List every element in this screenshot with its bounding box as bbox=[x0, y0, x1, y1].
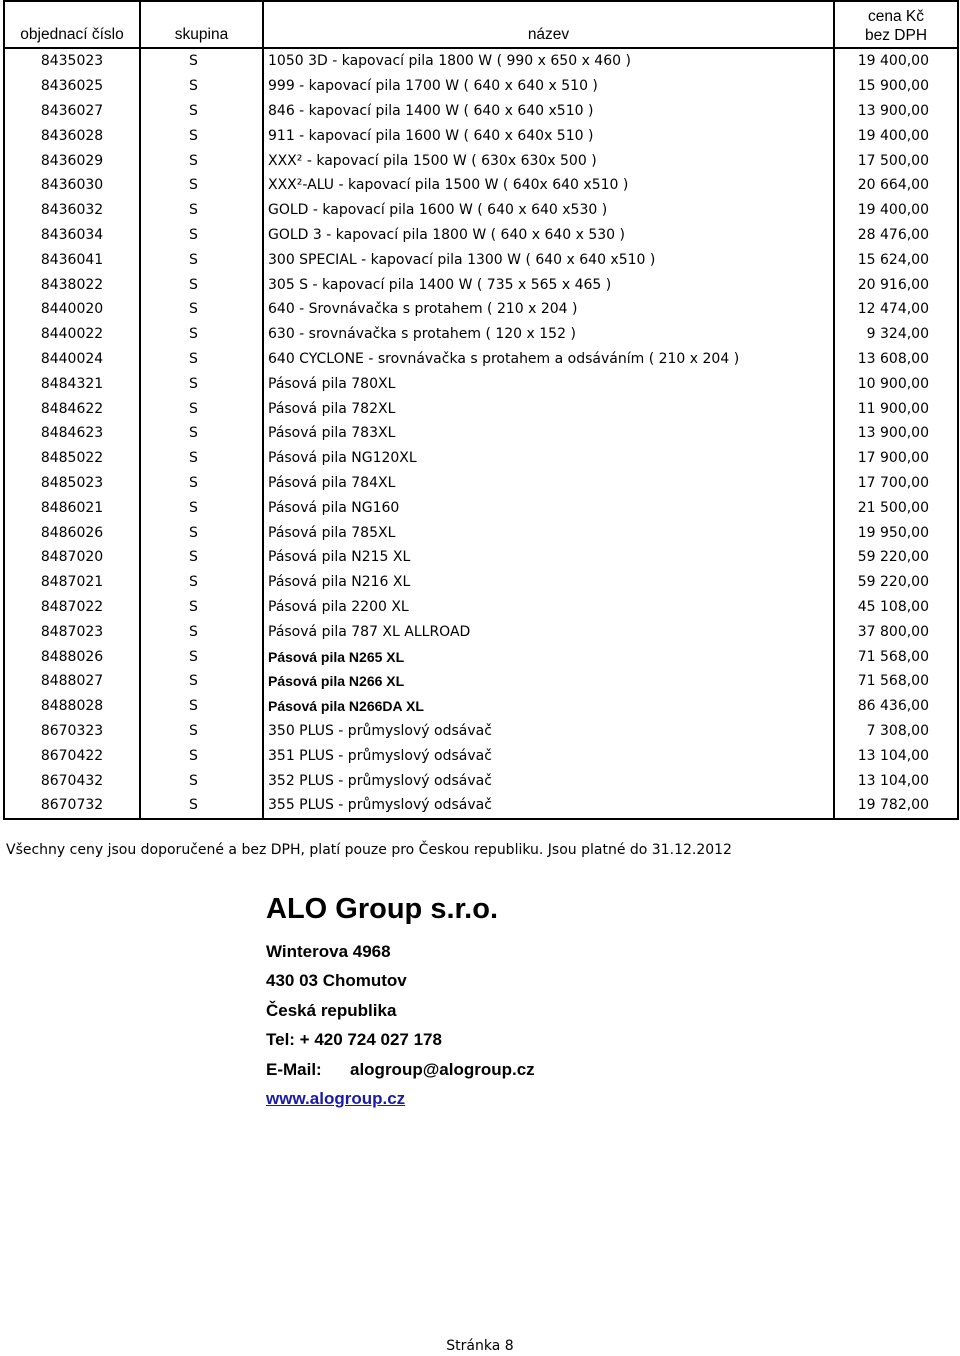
cell-price: 9 324,00 bbox=[834, 322, 958, 347]
cell-name: 305 S - kapovací pila 1400 W ( 735 x 565 x 465 ) bbox=[263, 272, 834, 297]
cell-code: 8486026 bbox=[4, 520, 140, 545]
table-row bbox=[4, 272, 958, 297]
cell-price: 15 624,00 bbox=[834, 247, 958, 272]
cell-price: 19 400,00 bbox=[834, 198, 958, 223]
table-row bbox=[4, 446, 958, 471]
cell-name: Pásová pila NG160 bbox=[263, 495, 834, 520]
cell-name: Pásová pila 782XL bbox=[263, 396, 834, 421]
header-price-line2: bez DPH bbox=[864, 27, 928, 44]
cell-group: S bbox=[140, 297, 263, 322]
cell-code: 8435023 bbox=[4, 48, 140, 74]
company-website-link[interactable]: www.alogroup.cz bbox=[266, 1089, 406, 1109]
cell-group: S bbox=[140, 545, 263, 570]
cell-price: 59 220,00 bbox=[834, 545, 958, 570]
cell-code: 8486021 bbox=[4, 495, 140, 520]
table-row bbox=[4, 743, 958, 768]
cell-name: 350 PLUS - průmyslový odsávač bbox=[263, 719, 834, 744]
cell-name: 911 - kapovací pila 1600 W ( 640 x 640x 510 ) bbox=[263, 123, 834, 148]
cell-group: S bbox=[140, 173, 263, 198]
price-table bbox=[3, 0, 959, 820]
cell-group: S bbox=[140, 74, 263, 99]
cell-group: S bbox=[140, 421, 263, 446]
cell-name: 300 SPECIAL - kapovací pila 1300 W ( 640 x 640 x510 ) bbox=[263, 247, 834, 272]
table-row bbox=[4, 694, 958, 719]
table-row bbox=[4, 173, 958, 198]
cell-price: 13 900,00 bbox=[834, 421, 958, 446]
table-row bbox=[4, 545, 958, 570]
cell-group: S bbox=[140, 644, 263, 669]
company-country: Česká republika bbox=[266, 1000, 397, 1020]
cell-code: 8440024 bbox=[4, 347, 140, 372]
cell-price: 45 108,00 bbox=[834, 595, 958, 620]
cell-price: 86 436,00 bbox=[834, 694, 958, 719]
cell-name: Pásová pila N265 XL bbox=[263, 644, 834, 669]
cell-group: S bbox=[140, 768, 263, 793]
cell-name: 351 PLUS - průmyslový odsávač bbox=[263, 743, 834, 768]
cell-price: 13 104,00 bbox=[834, 768, 958, 793]
company-web-row bbox=[266, 1084, 535, 1113]
cell-name: Pásová pila 785XL bbox=[263, 520, 834, 545]
cell-code: 8488027 bbox=[4, 669, 140, 694]
page-number: Stránka 8 bbox=[446, 1338, 514, 1354]
company-name: ALO Group s.r.o. bbox=[266, 893, 499, 925]
cell-code: 8484321 bbox=[4, 371, 140, 396]
cell-group: S bbox=[140, 148, 263, 173]
cell-code: 8670422 bbox=[4, 743, 140, 768]
cell-name: 352 PLUS - průmyslový odsávač bbox=[263, 768, 834, 793]
cell-name: 630 - srovnávačka s protahem ( 120 x 152 ) bbox=[263, 322, 834, 347]
cell-group: S bbox=[140, 322, 263, 347]
cell-code: 8487022 bbox=[4, 595, 140, 620]
cell-name: 1050 3D - kapovací pila 1800 W ( 990 x 650 x 460 ) bbox=[263, 48, 834, 74]
cell-code: 8436029 bbox=[4, 148, 140, 173]
cell-price: 13 104,00 bbox=[834, 743, 958, 768]
cell-code: 8436034 bbox=[4, 223, 140, 248]
cell-name: Pásová pila 783XL bbox=[263, 421, 834, 446]
table-row bbox=[4, 719, 958, 744]
cell-price: 13 900,00 bbox=[834, 99, 958, 124]
header-code: objednací číslo bbox=[4, 1, 140, 48]
cell-code: 8436025 bbox=[4, 74, 140, 99]
cell-code: 8670323 bbox=[4, 719, 140, 744]
cell-price: 15 900,00 bbox=[834, 74, 958, 99]
company-block bbox=[266, 892, 535, 1113]
table-row bbox=[4, 223, 958, 248]
cell-name: Pásová pila 2200 XL bbox=[263, 595, 834, 620]
cell-price: 20 916,00 bbox=[834, 272, 958, 297]
cell-group: S bbox=[140, 520, 263, 545]
cell-group: S bbox=[140, 396, 263, 421]
cell-code: 8436027 bbox=[4, 99, 140, 124]
cell-group: S bbox=[140, 570, 263, 595]
cell-code: 8484622 bbox=[4, 396, 140, 421]
cell-code: 8436030 bbox=[4, 173, 140, 198]
cell-price: 19 400,00 bbox=[834, 48, 958, 74]
cell-name: Pásová pila N216 XL bbox=[263, 570, 834, 595]
table-row bbox=[4, 793, 958, 819]
cell-group: S bbox=[140, 272, 263, 297]
cell-code: 8485022 bbox=[4, 446, 140, 471]
cell-price: 21 500,00 bbox=[834, 495, 958, 520]
table-row bbox=[4, 396, 958, 421]
cell-code: 8438022 bbox=[4, 272, 140, 297]
cell-code: 8488028 bbox=[4, 694, 140, 719]
cell-group: S bbox=[140, 198, 263, 223]
cell-name: 999 - kapovací pila 1700 W ( 640 x 640 x 510 ) bbox=[263, 74, 834, 99]
table-row bbox=[4, 347, 958, 372]
cell-group: S bbox=[140, 347, 263, 372]
header-group: skupina bbox=[140, 1, 263, 48]
cell-name: Pásová pila 784XL bbox=[263, 471, 834, 496]
cell-code: 8484623 bbox=[4, 421, 140, 446]
table-row bbox=[4, 421, 958, 446]
cell-name: 355 PLUS - průmyslový odsávač bbox=[263, 793, 834, 819]
cell-price: 17 500,00 bbox=[834, 148, 958, 173]
table-row bbox=[4, 123, 958, 148]
cell-price: 11 900,00 bbox=[834, 396, 958, 421]
table-row bbox=[4, 99, 958, 124]
table-row bbox=[4, 644, 958, 669]
company-email: alogroup@alogroup.cz bbox=[350, 1059, 535, 1079]
table-row bbox=[4, 495, 958, 520]
header-price bbox=[834, 1, 958, 48]
cell-name: Pásová pila NG120XL bbox=[263, 446, 834, 471]
table-row bbox=[4, 669, 958, 694]
cell-group: S bbox=[140, 247, 263, 272]
cell-code: 8487023 bbox=[4, 619, 140, 644]
cell-price: 13 608,00 bbox=[834, 347, 958, 372]
cell-name: Pásová pila 780XL bbox=[263, 371, 834, 396]
table-row bbox=[4, 768, 958, 793]
cell-name: GOLD 3 - kapovací pila 1800 W ( 640 x 640 x 530 ) bbox=[263, 223, 834, 248]
cell-code: 8436032 bbox=[4, 198, 140, 223]
cell-code: 8488026 bbox=[4, 644, 140, 669]
cell-price: 19 400,00 bbox=[834, 123, 958, 148]
table-row bbox=[4, 595, 958, 620]
cell-name: GOLD - kapovací pila 1600 W ( 640 x 640 x530 ) bbox=[263, 198, 834, 223]
cell-code: 8436041 bbox=[4, 247, 140, 272]
email-label: E-Mail: bbox=[266, 1059, 322, 1079]
cell-group: S bbox=[140, 619, 263, 644]
cell-name: XXX²-ALU - kapovací pila 1500 W ( 640x 640 x510 ) bbox=[263, 173, 834, 198]
cell-code: 8440022 bbox=[4, 322, 140, 347]
header-name: název bbox=[263, 1, 834, 48]
cell-name: Pásová pila N266DA XL bbox=[263, 694, 834, 719]
company-phone: Tel: + 420 724 027 178 bbox=[266, 1030, 442, 1050]
table-row bbox=[4, 520, 958, 545]
cell-price: 10 900,00 bbox=[834, 371, 958, 396]
cell-code: 8440020 bbox=[4, 297, 140, 322]
cell-group: S bbox=[140, 595, 263, 620]
cell-group: S bbox=[140, 743, 263, 768]
cell-code: 8670432 bbox=[4, 768, 140, 793]
cell-name: Pásová pila 787 XL ALLROAD bbox=[263, 619, 834, 644]
cell-code: 8436028 bbox=[4, 123, 140, 148]
cell-price: 17 900,00 bbox=[834, 446, 958, 471]
header-price-line1: cena Kč bbox=[867, 8, 924, 25]
cell-group: S bbox=[140, 471, 263, 496]
cell-name: XXX² - kapovací pila 1500 W ( 630x 630x 500 ) bbox=[263, 148, 834, 173]
cell-price: 71 568,00 bbox=[834, 644, 958, 669]
cell-code: 8485023 bbox=[4, 471, 140, 496]
table-row bbox=[4, 371, 958, 396]
cell-price: 28 476,00 bbox=[834, 223, 958, 248]
cell-name: 640 CYCLONE - srovnávačka s protahem a odsáváním ( 210 x 204 ) bbox=[263, 347, 834, 372]
cell-group: S bbox=[140, 48, 263, 74]
company-email-row bbox=[266, 1055, 535, 1084]
cell-group: S bbox=[140, 223, 263, 248]
cell-group: S bbox=[140, 495, 263, 520]
table-row bbox=[4, 48, 958, 74]
cell-group: S bbox=[140, 719, 263, 744]
price-note: Všechny ceny jsou doporučené a bez DPH, platí pouze pro Českou republiku. Jsou platné do 31.12.2012 bbox=[6, 842, 732, 858]
cell-code: 8487020 bbox=[4, 545, 140, 570]
table-header-row bbox=[4, 1, 958, 48]
cell-group: S bbox=[140, 371, 263, 396]
table-row bbox=[4, 148, 958, 173]
cell-price: 37 800,00 bbox=[834, 619, 958, 644]
cell-price: 17 700,00 bbox=[834, 471, 958, 496]
cell-price: 19 950,00 bbox=[834, 520, 958, 545]
table-row bbox=[4, 247, 958, 272]
cell-code: 8670732 bbox=[4, 793, 140, 819]
cell-price: 7 308,00 bbox=[834, 719, 958, 744]
table-row bbox=[4, 297, 958, 322]
table-row bbox=[4, 570, 958, 595]
table-row bbox=[4, 471, 958, 496]
cell-group: S bbox=[140, 446, 263, 471]
cell-price: 59 220,00 bbox=[834, 570, 958, 595]
cell-code: 8487021 bbox=[4, 570, 140, 595]
cell-group: S bbox=[140, 99, 263, 124]
cell-name: 846 - kapovací pila 1400 W ( 640 x 640 x510 ) bbox=[263, 99, 834, 124]
cell-group: S bbox=[140, 694, 263, 719]
table-row bbox=[4, 322, 958, 347]
table-row bbox=[4, 74, 958, 99]
cell-price: 12 474,00 bbox=[834, 297, 958, 322]
cell-name: Pásová pila N215 XL bbox=[263, 545, 834, 570]
cell-price: 19 782,00 bbox=[834, 793, 958, 819]
cell-name: Pásová pila N266 XL bbox=[263, 669, 834, 694]
cell-name: 640 - Srovnávačka s protahem ( 210 x 204 ) bbox=[263, 297, 834, 322]
company-street: Winterova 4968 bbox=[266, 942, 391, 961]
cell-price: 20 664,00 bbox=[834, 173, 958, 198]
cell-group: S bbox=[140, 669, 263, 694]
table-row bbox=[4, 619, 958, 644]
table-row bbox=[4, 198, 958, 223]
cell-group: S bbox=[140, 123, 263, 148]
cell-group: S bbox=[140, 793, 263, 819]
cell-price: 71 568,00 bbox=[834, 669, 958, 694]
company-city: 430 03 Chomutov bbox=[266, 971, 407, 991]
